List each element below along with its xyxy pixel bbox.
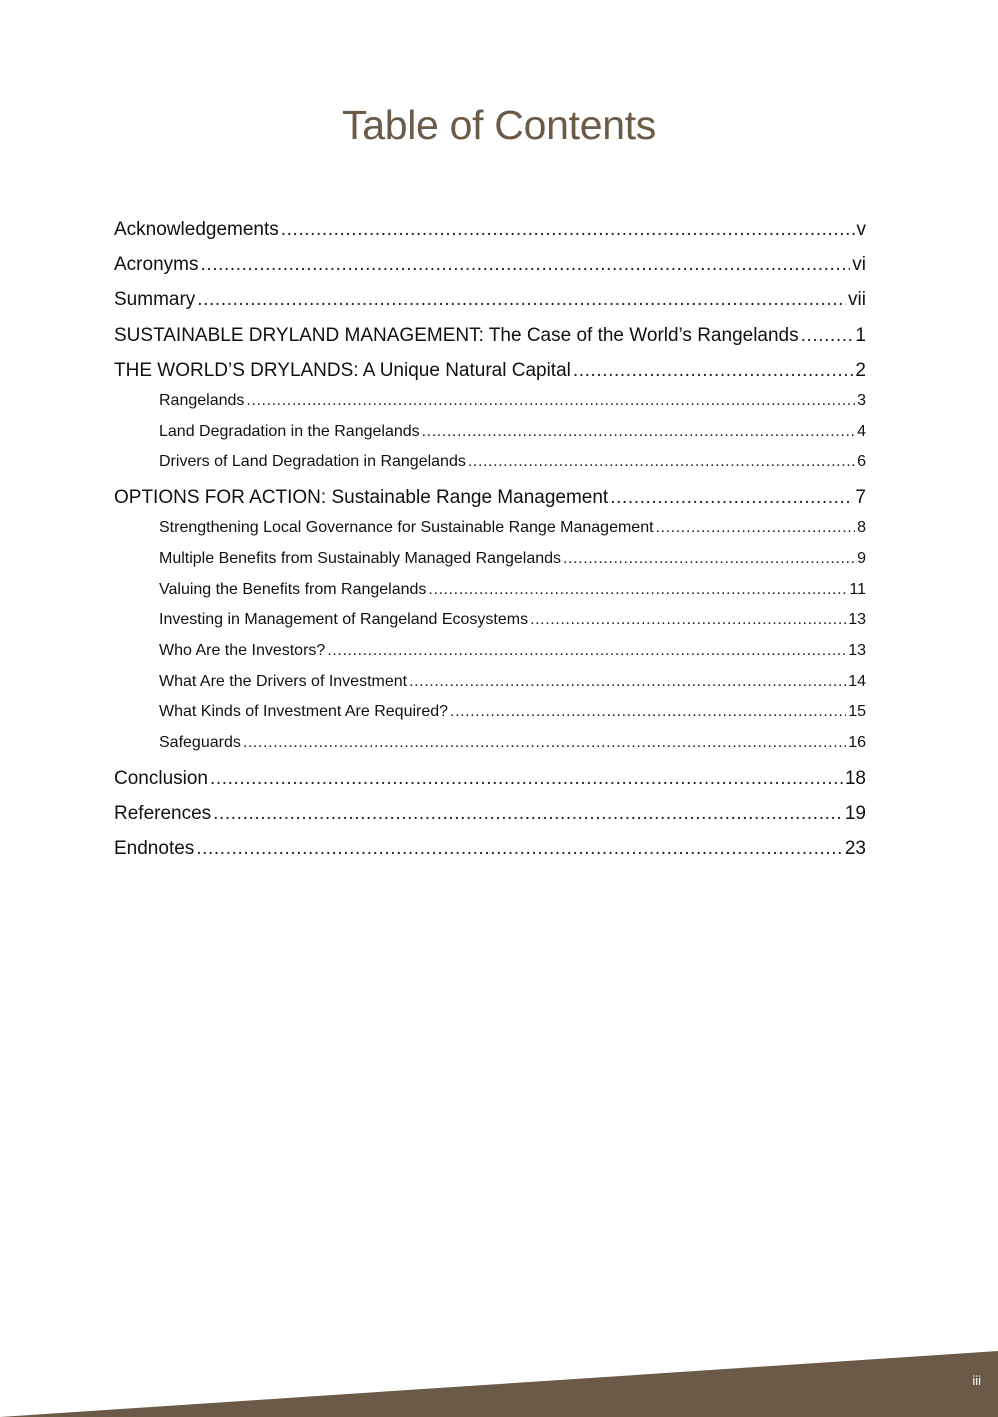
page-title: Table of Contents [342,102,656,148]
toc-entry-title: Summary [114,289,196,311]
toc-entry-title: Who Are the Investors? [159,641,326,659]
dot-leader [428,578,847,602]
toc-entry-who-are-the-investors[interactable] [159,639,866,670]
toc-entry-title: References [114,802,212,824]
dot-leader [210,765,843,793]
toc-entry-kinds-of-investment[interactable] [159,700,866,731]
footer-band [0,1347,998,1417]
dot-leader [243,731,846,755]
toc-entry-page: vi [852,254,866,276]
toc-entry-page: 7 [855,487,866,508]
dot-leader [450,700,846,724]
toc-entry-endnotes[interactable] [114,835,866,870]
toc-entry-title: Endnotes [114,838,195,860]
toc-entry-title: Drivers of Land Degradation in Rangelands [159,453,466,471]
toc-entry-title: THE WORLD’S DRYLANDS: A Unique Natural Capital [114,359,571,381]
dot-leader [468,450,855,474]
toc-entry-title: Multiple Benefits from Sustainably Managed Rangelands [159,549,562,567]
toc-entry-multiple-benefits[interactable] [159,547,866,578]
dot-leader [573,357,854,385]
toc-entry-page: 16 [848,734,866,751]
toc-entry-page: 11 [849,580,866,598]
toc-entry-title: Acknowledgements [114,219,279,240]
dot-leader [656,516,856,540]
dot-leader [422,420,855,444]
toc-entry-page: 15 [848,703,866,721]
toc-entry-page: 19 [844,802,866,824]
dot-leader [197,286,846,314]
toc-entry-summary[interactable] [114,286,866,321]
dot-leader [610,484,853,512]
dot-leader [801,322,854,350]
toc-entry-title: Valuing the Benefits from Rangelands [159,580,427,598]
toc-entry-page: 8 [857,519,866,537]
toc-entry-drivers-of-investment[interactable] [159,670,866,701]
dot-leader [409,670,846,694]
toc-entry-strengthening-local-governance[interactable] [159,516,866,547]
toc-entry-title: Investing in Management of Rangeland Ecosystems [159,611,529,629]
toc-entry-page: 4 [857,422,866,440]
toc-entry-title: OPTIONS FOR ACTION: Sustainable Range Management [114,487,609,508]
dot-leader [530,608,846,632]
toc-entry-title: What Are the Drivers of Investment [159,672,408,690]
toc-entry-title: Acronyms [114,254,199,276]
toc-entry-page: 23 [844,838,866,860]
toc-entry-sustainable-dryland-management[interactable] [114,322,866,357]
page-number: iii [972,1373,981,1388]
toc-entry-page: v [856,219,866,240]
toc-entry-safeguards[interactable] [159,731,866,762]
toc-entry-land-degradation[interactable] [159,420,866,451]
toc-entry-page: 18 [844,767,866,789]
toc-entry-page: 2 [855,359,866,381]
toc-entry-worlds-drylands[interactable] [114,357,866,392]
toc-entry-page: 13 [848,641,866,659]
toc-entry-conclusion[interactable] [114,765,866,800]
toc-entry-title: What Kinds of Investment Are Required? [159,703,449,721]
toc-entry-rangelands[interactable] [159,389,866,420]
footer-wedge [0,1351,998,1417]
toc-entry-title: Rangelands [159,391,245,409]
toc-entry-references[interactable] [114,800,866,835]
toc-entry-page: 6 [857,453,866,471]
dot-leader [200,251,850,279]
toc-entry-title: SUSTAINABLE DRYLAND MANAGEMENT: The Case of the World’s Rangelands [114,324,799,346]
toc-entry-title: Conclusion [114,767,208,789]
toc-entry-options-for-action[interactable] [114,484,866,519]
toc-entry-title: Strengthening Local Governance for Sustainable Range Management [159,519,654,537]
toc-entry-valuing-the-benefits[interactable] [159,578,866,609]
dot-leader [246,389,855,413]
toc-entry-title: Safeguards [159,734,241,751]
dot-leader [281,216,855,244]
table-of-contents [114,216,866,870]
toc-entry-investing-in-management[interactable] [159,608,866,639]
toc-entry-acknowledgements[interactable] [114,216,866,251]
toc-entry-page: vii [848,289,866,311]
toc-entry-drivers-of-land-degradation[interactable] [159,450,866,481]
dot-leader [563,547,855,571]
toc-entry-page: 9 [857,549,866,567]
toc-entry-page: 14 [848,672,866,690]
toc-entry-title: Land Degradation in the Rangelands [159,422,420,440]
toc-entry-page: 1 [855,324,866,346]
dot-leader [213,800,843,828]
toc-entry-acronyms[interactable] [114,251,866,286]
toc-entry-page: 3 [857,391,866,409]
toc-entry-page: 13 [848,611,866,629]
dot-leader [327,639,846,663]
dot-leader [196,835,843,863]
